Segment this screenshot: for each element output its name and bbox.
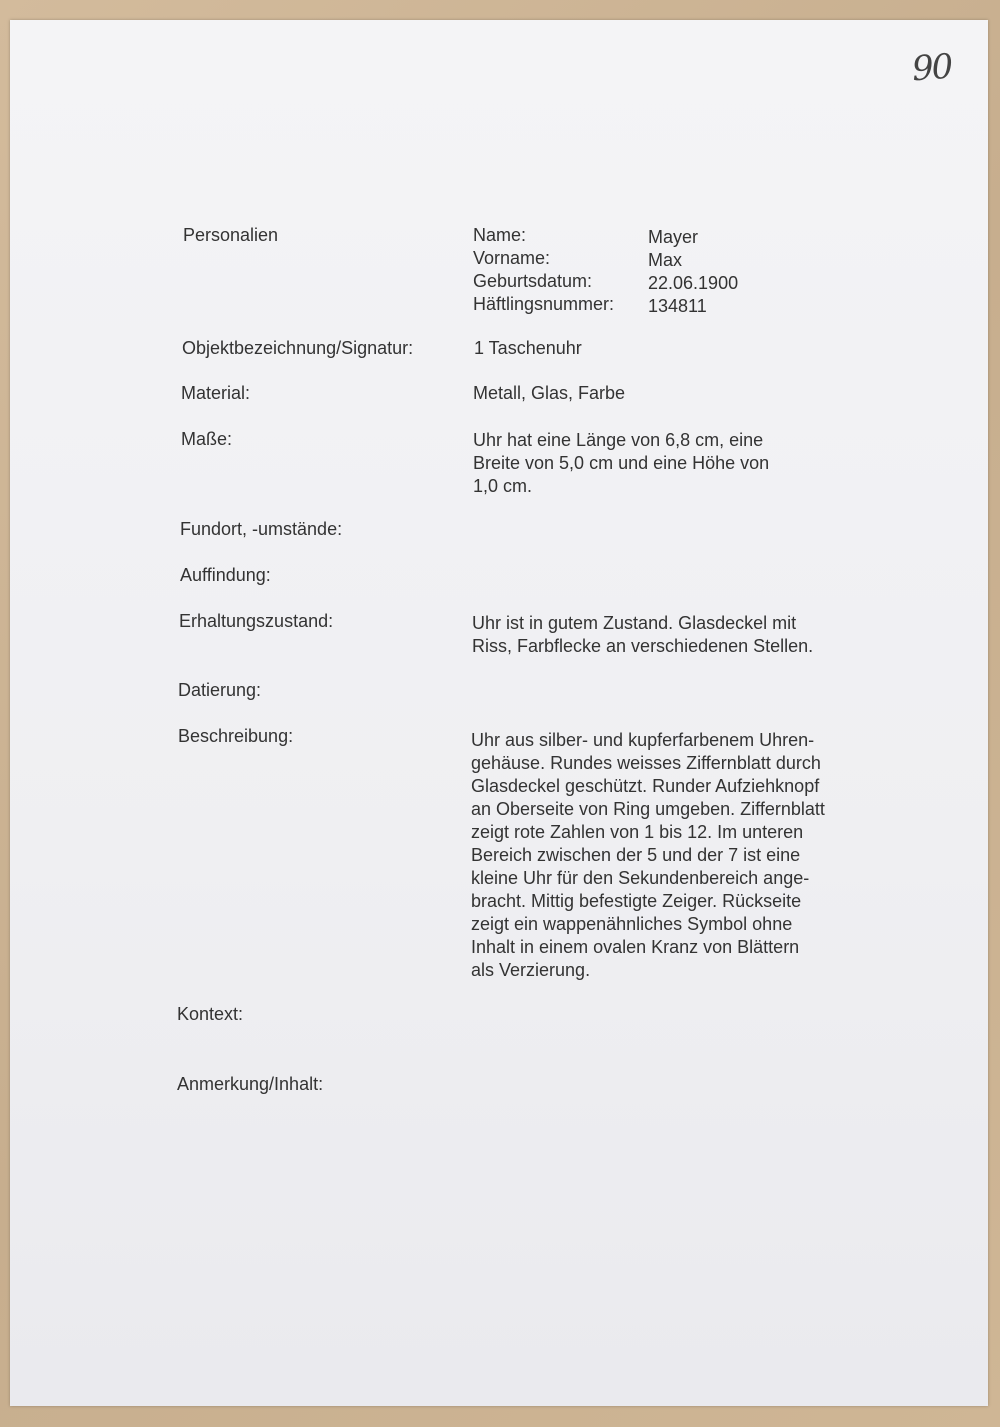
fundort-label: Fundort, -umstände:: [180, 519, 343, 539]
objekt-value: 1 Taschenuhr: [474, 338, 582, 358]
personalien-fields: [473, 224, 768, 316]
beschreibung-line: als Verzierung.: [471, 960, 591, 980]
beschreibung-line: Bereich zwischen der 5 und der 7 ist eine: [471, 845, 801, 865]
field-value-vorname: Max: [648, 250, 683, 270]
erhaltung-line: Uhr ist in gutem Zustand. Glasdeckel mit: [472, 613, 797, 633]
beschreibung-line: Uhr aus silber- und kupferfarbenem Uhren-: [471, 730, 815, 750]
masse-line: Breite von 5,0 cm und eine Höhe von: [473, 453, 770, 473]
field-label-geburtsdatum: Geburtsdatum:: [473, 271, 593, 291]
erhaltung-line: Riss, Farbflecke an verschiedenen Stellen.: [472, 636, 814, 656]
field-label-name: Name:: [473, 225, 527, 245]
masse-label: Maße:: [181, 429, 233, 449]
masse-value: [473, 429, 769, 498]
auffindung-label: Auffindung:: [180, 565, 271, 585]
material-value: Metall, Glas, Farbe: [473, 383, 626, 403]
masse-line: Uhr hat eine Länge von 6,8 cm, eine: [473, 430, 764, 450]
beschreibung-line: gehäuse. Rundes weisses Ziffernblatt durch: [471, 753, 821, 773]
datierung-label: Datierung:: [178, 680, 262, 700]
anmerkung-label: Anmerkung/Inhalt:: [177, 1074, 324, 1094]
beschreibung-value: [471, 729, 825, 982]
personalien-heading: Personalien: [183, 225, 279, 245]
beschreibung-label: Beschreibung:: [178, 726, 294, 746]
beschreibung-line: kleine Uhr für den Sekundenbereich ange-: [471, 868, 810, 888]
kontext-label: Kontext:: [177, 1004, 244, 1024]
material-label: Material:: [181, 383, 251, 403]
field-value-geburtsdatum: 22.06.1900: [648, 273, 739, 293]
beschreibung-line: Glasdeckel geschützt. Runder Aufziehknopf: [471, 776, 820, 796]
erhaltung-value: [472, 612, 813, 658]
beschreibung-line: Inhalt in einem ovalen Kranz von Blättern: [471, 937, 800, 957]
field-value-haeftlingsnummer: 134811: [648, 296, 707, 316]
beschreibung-line: bracht. Mittig befestigte Zeiger. Rückseite: [471, 891, 802, 911]
beschreibung-line: zeigt rote Zahlen von 1 bis 12. Im unteren: [471, 822, 804, 842]
beschreibung-line: an Oberseite von Ring umgeben. Ziffernblatt: [471, 799, 825, 819]
masse-line: 1,0 cm.: [473, 476, 533, 496]
handwritten-page-number: 90: [910, 46, 953, 90]
objekt-label: Objektbezeichnung/Signatur:: [182, 338, 414, 358]
field-label-haeftlingsnummer: Häftlingsnummer:: [473, 294, 615, 314]
beschreibung-line: zeigt ein wappenähnliches Symbol ohne: [471, 914, 793, 934]
field-label-vorname: Vorname:: [473, 248, 551, 268]
field-value-name: Mayer: [648, 227, 699, 247]
erhaltung-label: Erhaltungszustand:: [179, 611, 334, 631]
